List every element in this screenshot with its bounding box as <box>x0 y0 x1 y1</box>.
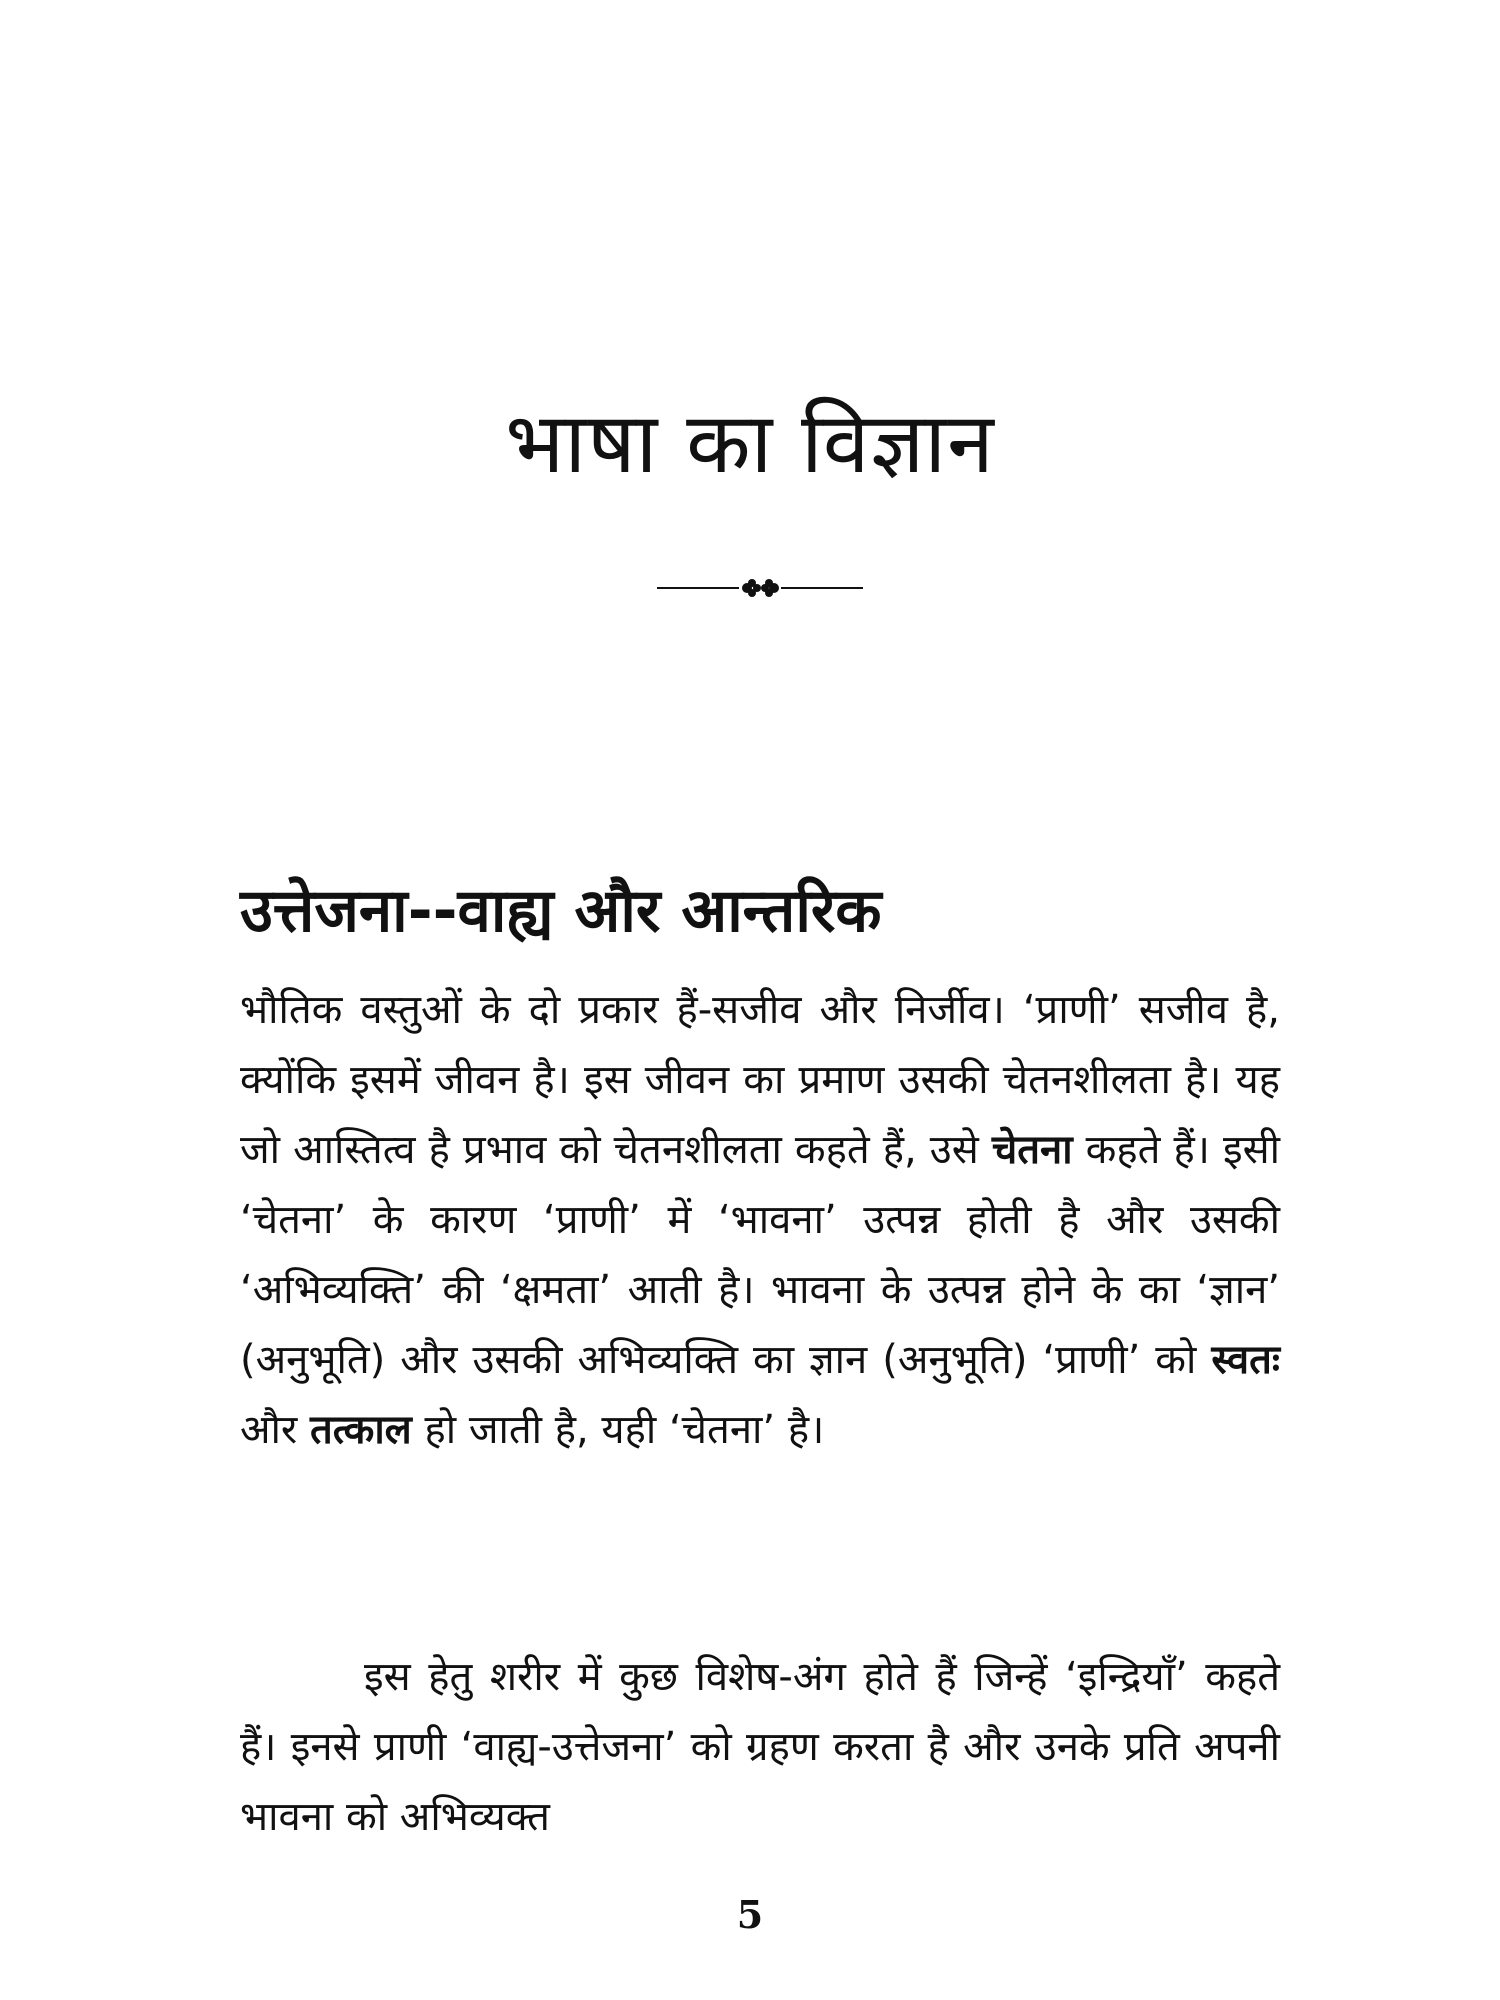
bold-term-chetna: चेतना <box>991 1127 1073 1173</box>
paragraph-2: इस हेतु शरीर में कुछ विशेष-अंग होते हैं जिन्हें ‘इन्द्रियाँ’ कहते हैं। इनसे प्राणी ‘वाह्य-उत्तेजना’ को ग्रहण करता है और उनके प्रति अपनी भावना को अभिव्यक्त <box>240 1654 1280 1840</box>
paragraph-1-text-a: भौतिक वस्तुओं के दो प्रकार हैं-सजीव और निर्जीव। ‘प्राणी’ सजीव है, क्योंकि इसमें जीवन है। इस जीवन का प्रमाण उसकी चेतनशीलता है। यह जो आस्तित्व है प्रभाव को चेतनशीलता कहते हैं, उसे <box>240 987 1280 1173</box>
bold-term-swatah: स्वतः <box>1211 1337 1280 1383</box>
chapter-title: भाषा का विज्ञान <box>505 394 995 492</box>
paragraph-1-text-d: हो जाती है, यही ‘चेतना’ है। <box>411 1407 825 1453</box>
divider-ornament-icon <box>655 574 865 602</box>
bold-term-tatkal: तत्काल <box>310 1407 412 1453</box>
paragraph-1-text-b: कहते हैं। इसी ‘चेतना’ के कारण ‘प्राणी’ में ‘भावना’ उत्पन्न होती है और उसकी ‘अभिव्यक्ति’ की ‘क्षमता’ आती है। भावना के उत्पन्न होने के का ‘ज्ञान’ (अनुभूति) और उसकी अभिव्यक्ति का ज्ञान (अनुभूति) ‘प्राणी’ को <box>240 1127 1280 1383</box>
page-number: 5 <box>736 1892 764 1937</box>
paragraph-1-text-c: और <box>240 1407 310 1453</box>
section-heading: उत्तेजना--वाह्य और आन्तरिक <box>240 876 882 946</box>
paragraph-1 <box>240 975 1280 1465</box>
